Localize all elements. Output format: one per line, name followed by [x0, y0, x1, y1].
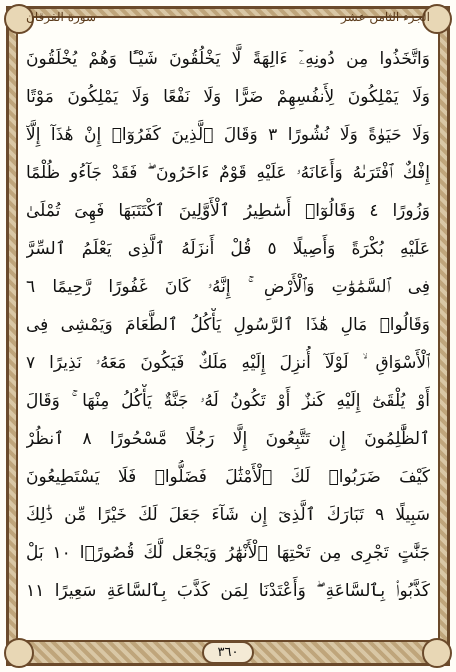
surah-title: سورة الفرقان — [26, 10, 97, 24]
text-line: كَيْفَ ضَرَبُوا۟ لَكَ ٱلْأَمْثَٰلَ فَضَلُّوا۟ فَلَا يَسْتَطِيعُونَ — [26, 467, 430, 487]
text-line: سَبِيلًا ٩ تَبَارَكَ ٱلَّذِىٓ إِن شَآءَ جَعَلَ لَكَ خَيْرًا مِّن ذَٰلِكَ — [26, 505, 430, 525]
text-line: وَلَا حَيَوٰةً وَلَا نُشُورًا ٣ وَقَالَ ٱلَّذِينَ كَفَرُوٓا۟ إِنْ هَٰذَآ إِلَّآ — [26, 125, 430, 145]
text-line: فِى ٱلسَّمَٰوَٰتِ وَٱلْأَرْضِ ۚ إِنَّهُۥ كَانَ غَفُورًا رَّحِيمًا ٦ — [26, 277, 430, 297]
text-line: ٱلْأَسْوَاقِ ۙ لَوْلَآ أُنزِلَ إِلَيْهِ مَلَكٌ فَيَكُونَ مَعَهُۥ نَذِيرًا ٧ — [26, 353, 430, 373]
text-line: إِفْكٌ ٱفْتَرَىٰهُ وَأَعَانَهُۥ عَلَيْهِ قَوْمٌ ءَاخَرُونَ ۖ فَقَدْ جَآءُو ظُلْمًا — [26, 163, 430, 183]
text-line: كَذَّبُوا۟ بِٱلسَّاعَةِ ۖ وَأَعْتَدْنَا لِمَن كَذَّبَ بِٱلسَّاعَةِ سَعِيرًا ١١ — [26, 581, 430, 601]
page-number: ٣٦٠ — [202, 641, 255, 664]
text-line: عَلَيْهِ بُكْرَةً وَأَصِيلًا ٥ قُلْ أَنزَلَهُ ٱلَّذِى يَعْلَمُ ٱلسِّرَّ — [26, 239, 430, 259]
text-line: أَوْ يُلْقَىٰٓ إِلَيْهِ كَنزٌ أَوْ تَكُونُ لَهُۥ جَنَّةٌ يَأْكُلُ مِنْهَا ۚ وَقَالَ — [26, 391, 430, 411]
page-footer — [0, 638, 456, 666]
juz-title: الجزء الثامن عشر — [341, 10, 430, 24]
text-line: وَقَالُوا۟ مَالِ هَٰذَا ٱلرَّسُولِ يَأْكُلُ ٱلطَّعَامَ وَيَمْشِى فِى — [26, 315, 430, 335]
text-line: جَنَّٰتٍ تَجْرِى مِن تَحْتِهَا ٱلْأَنْهَٰرُ وَيَجْعَل لَّكَ قُصُورًۢا ١٠ بَلْ — [26, 543, 430, 563]
quran-text — [26, 42, 430, 622]
text-line: ٱلظَّٰلِمُونَ إِن تَتَّبِعُونَ إِلَّا رَجُلًا مَّسْحُورًا ٨ ٱنظُرْ — [26, 429, 430, 449]
text-line: وَزُورًا ٤ وَقَالُوٓا۟ أَسَٰطِيرُ ٱلْأَوَّلِينَ ٱكْتَتَبَهَا فَهِىَ تُمْلَىٰ — [26, 201, 430, 221]
text-line: وَلَا يَمْلِكُونَ لِأَنفُسِهِمْ ضَرًّا وَلَا نَفْعًا وَلَا يَمْلِكُونَ مَوْتًا — [26, 87, 430, 107]
text-line: وَاتَّخَذُوا مِن دُونِهِۦٓ ءَالِهَةً لَّا يَخْلُقُونَ شَيْـًٔا وَهُمْ يُخْلَقُونَ — [26, 49, 430, 69]
